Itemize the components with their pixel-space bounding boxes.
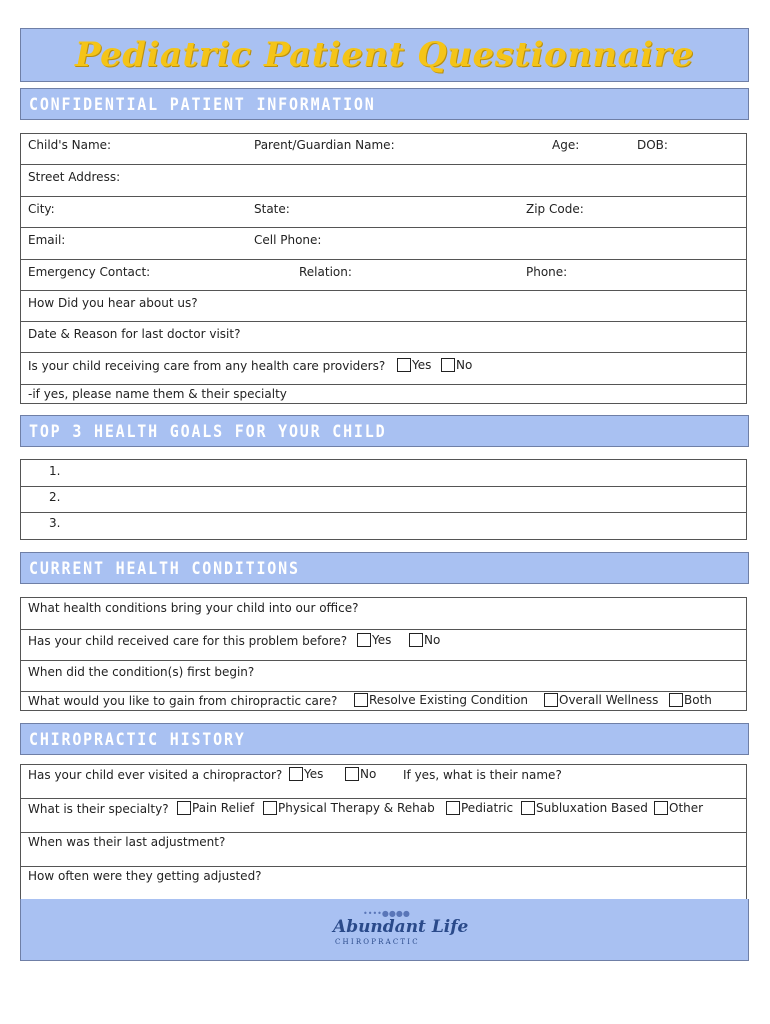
row-name — [21, 134, 746, 165]
subluxation-checkbox[interactable] — [521, 801, 535, 815]
pediatric-checkbox[interactable] — [446, 801, 460, 815]
row-how-often — [21, 867, 746, 901]
no-label: No — [424, 633, 441, 647]
row-hear — [21, 291, 746, 322]
phone-field[interactable]: Phone: — [526, 265, 568, 279]
yes-label: Yes — [372, 633, 392, 647]
goal-row — [21, 487, 746, 513]
resolve-checkbox[interactable] — [354, 693, 368, 707]
yes-checkbox[interactable] — [289, 767, 303, 781]
row-city — [21, 197, 746, 228]
received-no-option[interactable] — [409, 633, 440, 647]
resolve-label: Resolve Existing Condition — [369, 693, 529, 707]
relation-field[interactable]: Relation: — [299, 265, 352, 279]
goal-2-field[interactable]: 2. — [49, 490, 61, 504]
row-other-care — [21, 353, 746, 385]
row-last-visit — [21, 322, 746, 353]
age-field[interactable]: Age: — [552, 138, 580, 152]
goal-row — [21, 460, 746, 487]
row-street — [21, 165, 746, 197]
both-label: Both — [684, 693, 712, 707]
visited-yes-option[interactable] — [289, 767, 323, 781]
resolve-option[interactable] — [354, 693, 528, 707]
other-care-yes-option[interactable] — [397, 358, 431, 372]
physical-therapy-option[interactable] — [263, 801, 435, 815]
state-field[interactable]: State: — [254, 202, 290, 216]
no-label: No — [360, 767, 377, 781]
footer-banner — [20, 899, 749, 961]
gain-question: What would you like to gain from chiropractic care? — [28, 694, 338, 708]
childs-name-field[interactable]: Child's Name: — [28, 138, 112, 152]
cell-phone-field[interactable]: Cell Phone: — [254, 233, 322, 247]
other-label: Other — [669, 801, 704, 815]
goal-row — [21, 513, 746, 539]
street-address-field[interactable]: Street Address: — [28, 170, 121, 184]
row-began — [21, 661, 746, 692]
zip-code-field[interactable]: Zip Code: — [526, 202, 584, 216]
physical-therapy-checkbox[interactable] — [263, 801, 277, 815]
logo-dots-icon: ••••●●●● — [363, 909, 410, 918]
subluxation-option[interactable] — [521, 801, 648, 815]
physical-therapy-label: Physical Therapy & Rehab — [278, 801, 435, 815]
last-doctor-visit-field[interactable]: Date & Reason for last doctor visit? — [28, 327, 241, 341]
hear-about-us-field[interactable]: How Did you hear about us? — [28, 296, 198, 310]
yes-label: Yes — [412, 358, 432, 372]
goals-table — [20, 459, 747, 540]
dob-field[interactable]: DOB: — [637, 138, 668, 152]
conditions-table — [20, 597, 747, 711]
guardian-name-field[interactable]: Parent/Guardian Name: — [254, 138, 395, 152]
yes-label: Yes — [304, 767, 324, 781]
row-email — [21, 228, 746, 260]
page-title: Pediatric Patient Questionnaire — [74, 35, 695, 75]
no-checkbox[interactable] — [441, 358, 455, 372]
row-if-yes — [21, 385, 746, 404]
pain-relief-checkbox[interactable] — [177, 801, 191, 815]
visited-no-option[interactable] — [345, 767, 376, 781]
other-option[interactable] — [654, 801, 703, 815]
title-banner — [20, 28, 749, 82]
city-field[interactable]: City: — [28, 202, 55, 216]
section-header-patient-info — [20, 88, 749, 120]
goal-3-field[interactable]: 3. — [49, 516, 61, 530]
section-header-history — [20, 723, 749, 755]
yes-checkbox[interactable] — [357, 633, 371, 647]
received-care-question: Has your child received care for this problem before? — [28, 634, 348, 648]
both-checkbox[interactable] — [669, 693, 683, 707]
wellness-label: Overall Wellness — [559, 693, 659, 707]
last-adjustment-field[interactable]: When was their last adjustment? — [28, 835, 226, 849]
condition-began-field[interactable]: When did the condition(s) first begin? — [28, 665, 255, 679]
row-visited — [21, 765, 746, 799]
if-yes-specialty-field[interactable]: -if yes, please name them & their specialty — [28, 387, 287, 401]
section-title: CONFIDENTIAL PATIENT INFORMATION — [29, 94, 376, 115]
pain-relief-label: Pain Relief — [192, 801, 255, 815]
yes-checkbox[interactable] — [397, 358, 411, 372]
other-checkbox[interactable] — [654, 801, 668, 815]
goal-1-field[interactable]: 1. — [49, 464, 61, 478]
other-care-no-option[interactable] — [441, 358, 472, 372]
specialty-question: What is their specialty? — [28, 802, 169, 816]
no-checkbox[interactable] — [409, 633, 423, 647]
subluxation-label: Subluxation Based — [536, 801, 648, 815]
history-table — [20, 764, 747, 900]
conditions-bring-field[interactable]: What health conditions bring your child into our office? — [28, 601, 359, 615]
logo-wordmark: Abundant Life — [333, 917, 469, 937]
row-bring — [21, 598, 746, 630]
visited-question: Has your child ever visited a chiropractor? — [28, 768, 283, 782]
other-care-question: Is your child receiving care from any health care providers? — [28, 359, 386, 373]
section-header-conditions — [20, 552, 749, 584]
section-title: TOP 3 HEALTH GOALS FOR YOUR CHILD — [29, 421, 387, 442]
both-option[interactable] — [669, 693, 712, 707]
section-header-goals — [20, 415, 749, 447]
row-specialty — [21, 799, 746, 833]
emergency-contact-field[interactable]: Emergency Contact: — [28, 265, 151, 279]
pediatric-label: Pediatric — [461, 801, 514, 815]
received-yes-option[interactable] — [357, 633, 391, 647]
row-emergency — [21, 260, 746, 291]
no-checkbox[interactable] — [345, 767, 359, 781]
pain-relief-option[interactable] — [177, 801, 254, 815]
wellness-option[interactable] — [544, 693, 658, 707]
abundant-life-logo — [333, 907, 469, 953]
section-title: CURRENT HEALTH CONDITIONS — [29, 558, 300, 579]
wellness-checkbox[interactable] — [544, 693, 558, 707]
row-received — [21, 630, 746, 661]
logo-subtitle: CHIROPRACTIC — [335, 938, 420, 946]
chiropractor-name-field[interactable]: If yes, what is their name? — [403, 768, 562, 782]
email-field[interactable]: Email: — [28, 233, 66, 247]
patient-info-table — [20, 133, 747, 404]
row-last-adjustment — [21, 833, 746, 867]
pediatric-option[interactable] — [446, 801, 513, 815]
section-title: CHIROPRACTIC HISTORY — [29, 729, 246, 750]
row-gain — [21, 692, 746, 710]
no-label: No — [456, 358, 473, 372]
how-often-field[interactable]: How often were they getting adjusted? — [28, 869, 262, 883]
